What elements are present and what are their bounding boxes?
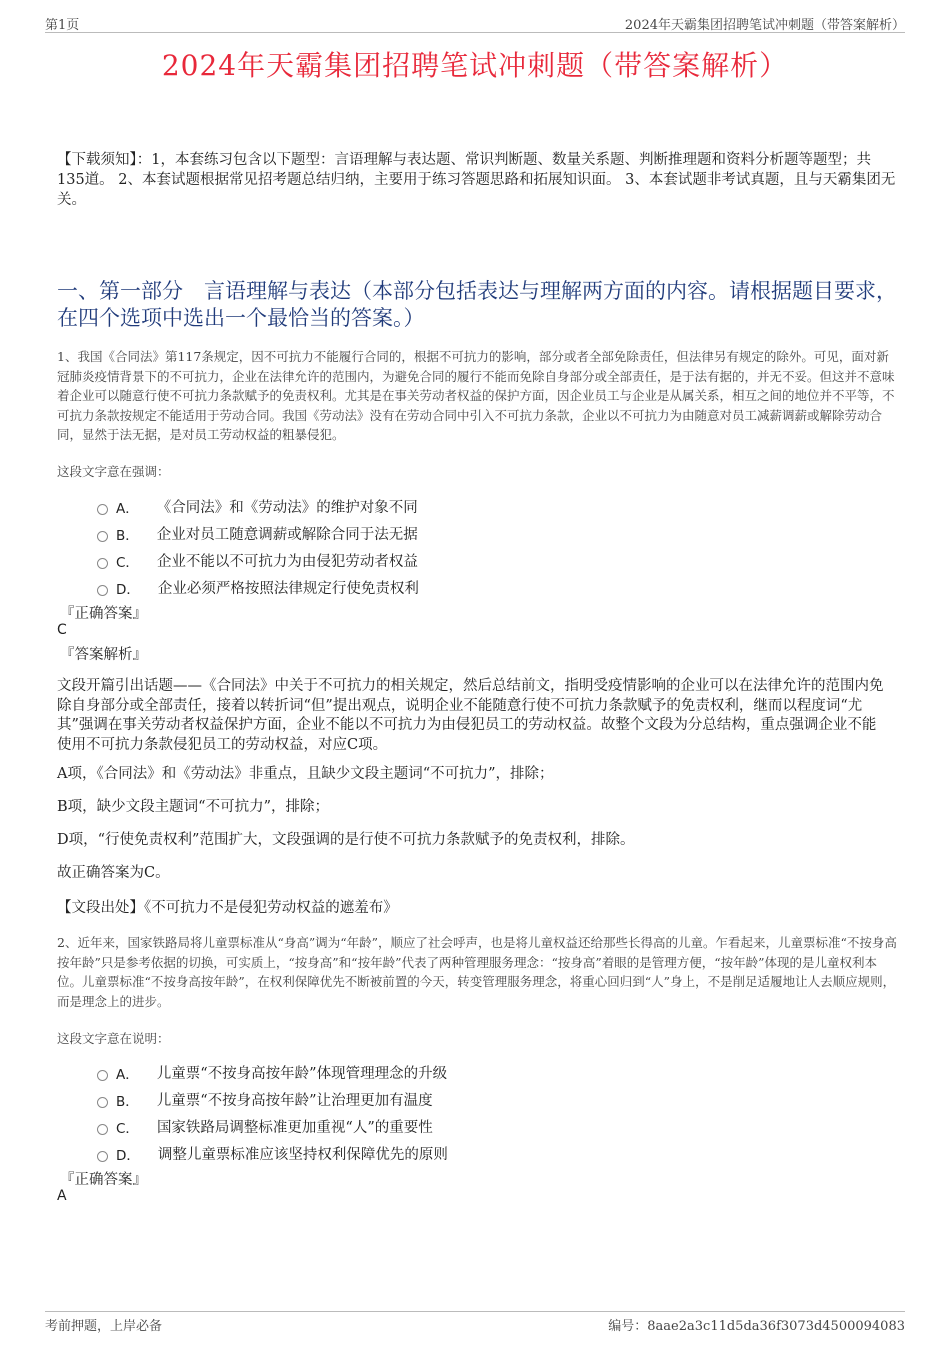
- footer-serial: 编号：8aae2a3c11d5da36f3073d4500094083: [608, 1319, 905, 1334]
- page-footer: [45, 1311, 905, 1332]
- option-b[interactable]: B． 儿童票“不按身高按年龄”让治理更加有温度: [97, 1086, 448, 1113]
- question-1-options: [97, 493, 419, 601]
- answer-value: C: [57, 622, 67, 638]
- answer-label: 『正确答案』: [60, 606, 147, 622]
- analysis-paragraph: 故正确答案为C。: [57, 865, 170, 881]
- analysis-paragraph: D项，“行使免责权利”范围扩大，文段强调的是行使不可抗力条款赋予的免责权利，排除。: [57, 832, 635, 848]
- radio-icon[interactable]: [97, 504, 108, 515]
- question-1-text: 1、我国《合同法》第117条规定，因不可抗力不能履行合同的，根据不可抗力的影响，部分或者全部免除责任，但法律另有规定的除外。可见，面对新冠肺炎疫情背景下的不可抗力，企业在法律允许的范围内，为避免合同的履行不能而免除自身部分或全部责任，是于法有据的，并无不妥。但这并不意味着企业可以随意行使不可抗力条款赋予的免责权利。尤其是在事关劳动者权益的保护方面，因企业员工与企业是从属关系，相互之间的地位并不平等，不可抗力条款按规定不能适用于劳动合同。我国《劳动法》没有在劳动合同中引入不可抗力条款，企业以不可抗力为由随意对员工减薪调薪或解除劳动合同，显然于法无据，是对员工劳动权益的粗暴侵犯。: [57, 349, 895, 442]
- question-1-prompt: 这段文字意在强调：: [57, 464, 170, 479]
- option-a[interactable]: A． 《合同法》和《劳动法》的维护对象不同: [97, 493, 419, 520]
- radio-icon[interactable]: [97, 1124, 108, 1135]
- footer-slogan: 考前押题，上岸必备: [45, 1319, 163, 1334]
- option-d[interactable]: D． 调整儿童票标准应该坚持权利保障优先的原则: [97, 1140, 448, 1167]
- source-note: 【文段出处】《不可抗力不是侵犯劳动权益的遮羞布》: [57, 900, 398, 916]
- radio-icon[interactable]: [97, 531, 108, 542]
- option-a[interactable]: A． 儿童票“不按身高按年龄”体现管理理念的升级: [97, 1059, 448, 1086]
- header-doc-title: 2024年天霸集团招聘笔试冲刺题（带答案解析）: [624, 18, 905, 33]
- option-c[interactable]: C． 国家铁路局调整标准更加重视“人”的重要性: [97, 1113, 448, 1140]
- document-title: 2024年天霸集团招聘笔试冲刺题（带答案解析）: [161, 49, 789, 82]
- download-notice: 【下载须知】：1，本套练习包含以下题型：言语理解与表达题、常识判断题、数量关系题、判断推理题和资料分析题等题型；共135道。 2、本套试题根据常见招考题总结归纳，主要用于练习答题思路和拓展知识面。 3、本套试题非考试真题，且与天霸集团无关。: [57, 152, 896, 208]
- radio-icon[interactable]: [97, 1097, 108, 1108]
- question-2-prompt: 这段文字意在说明：: [57, 1031, 170, 1046]
- page-header: [45, 14, 905, 33]
- analysis-paragraph: B项，缺少文段主题词“不可抗力”，排除；: [57, 799, 329, 815]
- page-number: 第1页: [45, 18, 80, 33]
- radio-icon[interactable]: [97, 1151, 108, 1162]
- radio-icon[interactable]: [97, 585, 108, 596]
- analysis-paragraph: 文段开篇引出话题——《合同法》中关于不可抗力的相关规定，然后总结前文，指明受疫情影响的企业可以在法律允许的范围内免除自身部分或全部责任，接着以转折词“但”提出观点，说明企业不能随意行使不可抗力条款赋予的免责权利，继而以程度词“尤其”强调在事关劳动者权益保护方面，企业不能以不可抗力为由侵犯员工的劳动权益。故整个文段为分总结构，重点强调企业不能使用不可抗力条款侵犯员工的劳动权益，对应C项。: [57, 678, 884, 753]
- option-b[interactable]: B． 企业对员工随意调薪或解除合同于法无据: [97, 520, 419, 547]
- radio-icon[interactable]: [97, 558, 108, 569]
- option-c[interactable]: C． 企业不能以不可抗力为由侵犯劳动者权益: [97, 547, 419, 574]
- question-2-text: 2、近年来，国家铁路局将儿童票标准从“身高”调为“年龄”，顺应了社会呼声，也是将儿童权益还给那些长得高的儿童。乍看起来，儿童票标准“不按身高按年龄”只是参考依据的切换，可实质上，“按身高”和“按年龄”代表了两种管理服务理念：“按身高”着眼的是管理方便，“按年龄”体现的是儿童权利本位。儿童票标准“不按身高按年龄”，在权利保障优先不断被前置的今天，转变管理服务理念，将重心回归到“人”身上，不是削足适履地让人去顺应规则，而是理念上的进步。: [57, 935, 897, 1009]
- analysis-label: 『答案解析』: [60, 647, 147, 663]
- section-heading: 一、第一部分 言语理解与表达（本部分包括表达与理解两方面的内容。请根据题目要求，在四个选项中选出一个最恰当的答案。）: [57, 279, 897, 330]
- analysis-paragraph: A项，《合同法》和《劳动法》非重点，且缺少文段主题词“不可抗力”，排除；: [57, 766, 554, 782]
- option-d[interactable]: D． 企业必须严格按照法律规定行使免责权利: [97, 574, 419, 601]
- question-2-options: [97, 1059, 448, 1167]
- radio-icon[interactable]: [97, 1070, 108, 1081]
- answer-label: 『正确答案』: [60, 1172, 147, 1188]
- answer-value: A: [57, 1188, 67, 1204]
